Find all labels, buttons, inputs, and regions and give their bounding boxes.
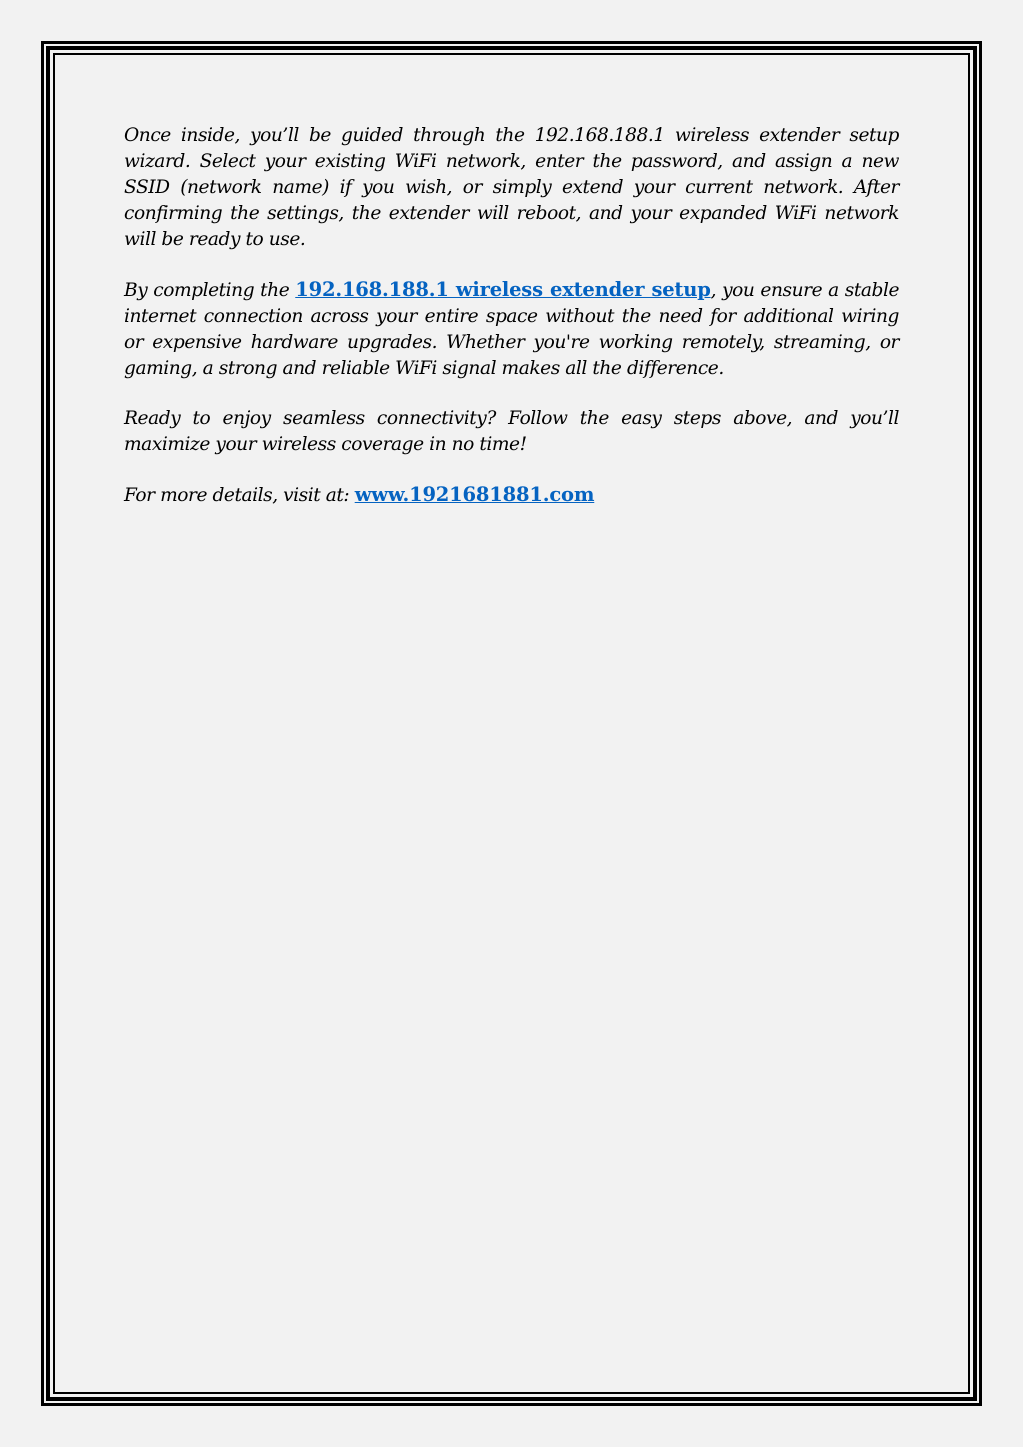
paragraph-ready-text: Ready to enjoy seamless connectivity? Follow the easy steps above, and you’ll maximize your wireless coverage in no time! xyxy=(124,408,899,455)
setup-link[interactable]: 192.168.188.1 wireless extender setup xyxy=(295,278,711,301)
more-details-label: For more details, visit at: xyxy=(124,485,355,506)
paragraph-completing-suffix: , you ensure a stable internet connection across your entire space without the need for additional wiring or expensive hardware upgrades. Whether you're working remotely, streaming, or gaming, a strong and reliable WiFi signal makes all the difference. xyxy=(124,280,899,379)
paragraph-setup-wizard-text: Once inside, you’ll be guided through the 192.168.188.1 wireless extender setup wizard. Select your existing WiFi network, enter the password, and assign a new SSID (network name) if you wish, or simply extend your current network. After confirming the settings, the extender will reboot, and your expanded WiFi network will be ready to use. xyxy=(124,125,899,250)
paragraph-completing-prefix: By completing the xyxy=(124,280,296,301)
paragraph-more-details xyxy=(124,482,899,509)
paragraph-setup-wizard xyxy=(124,123,899,253)
paragraph-completing-setup xyxy=(124,277,899,382)
document-body xyxy=(124,123,899,533)
paragraph-ready xyxy=(124,406,899,458)
website-link[interactable]: www.1921681881.com xyxy=(354,483,595,506)
